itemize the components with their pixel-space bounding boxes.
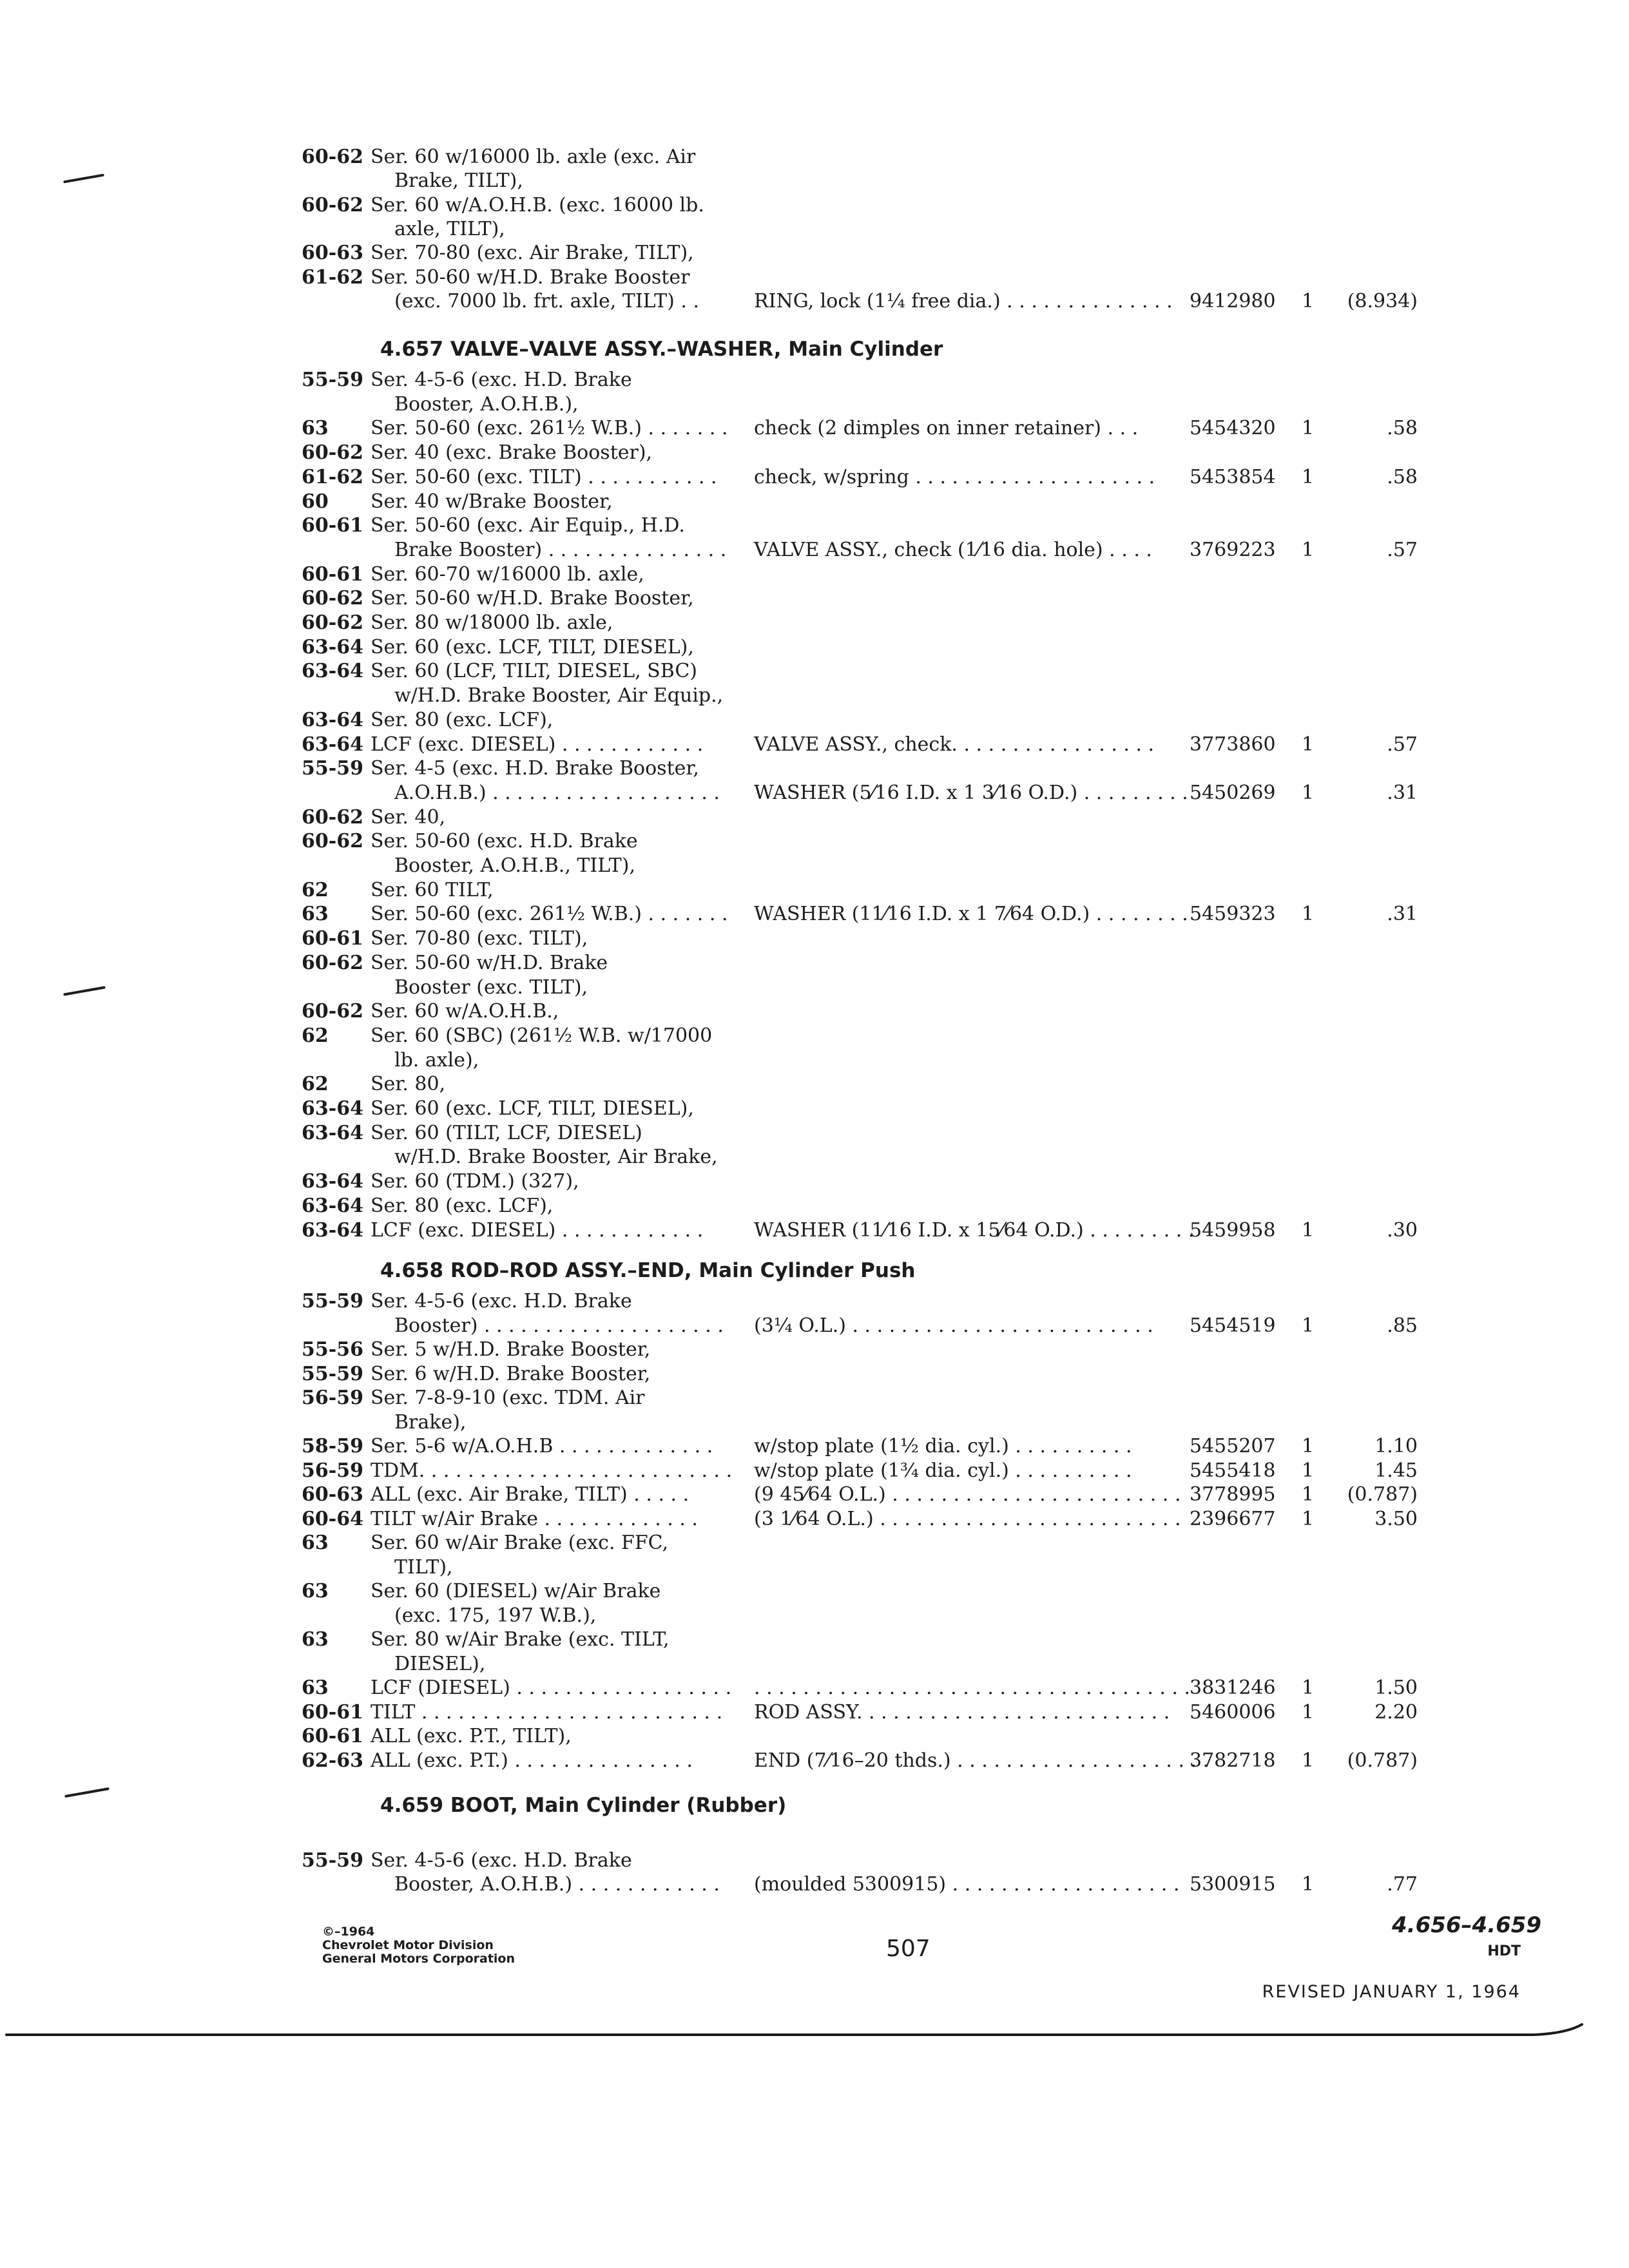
model-years: 61-62 xyxy=(302,466,363,488)
catalog-row xyxy=(0,733,1629,759)
application: Ser. 60 w/A.O.H.B., xyxy=(371,1000,559,1023)
application: Ser. 40 (exc. Brake Booster), xyxy=(371,441,653,464)
quantity: 1 xyxy=(1302,417,1315,439)
application: Ser. 60 (LCF, TILT, DIESEL, SBC) xyxy=(371,660,697,682)
section-heading: 4.657 VALVE–VALVE ASSY.–WASHER, Main Cylinder xyxy=(380,338,943,361)
model-years: 60-61 xyxy=(302,1725,363,1747)
catalog-row xyxy=(0,417,1629,443)
catalog-row xyxy=(0,1849,1629,1875)
model-years: 60-61 xyxy=(302,1701,363,1724)
model-years: 55-59 xyxy=(302,1849,363,1872)
application: Ser. 5-6 w/A.O.H.B . . . . . . . . . . . . . xyxy=(371,1435,713,1457)
application: Ser. 60 w/A.O.H.B. (exc. 16000 lb. xyxy=(371,194,704,216)
model-years: 60 xyxy=(302,490,329,513)
part-description: (moulded 5300915) . . . . . . . . . . . . . . . . . . . xyxy=(754,1873,1180,1896)
model-years: 60-63 xyxy=(302,242,363,264)
model-years: 62 xyxy=(302,1073,329,1095)
copyright-year: ©–1964 xyxy=(322,1925,375,1939)
model-years: 56-59 xyxy=(302,1459,363,1482)
part-description: WASHER (11⁄16 I.D. x 15⁄64 O.D.) . . . . . . . . . xyxy=(754,1219,1195,1242)
application-continued: Brake), xyxy=(394,1411,467,1434)
part-number: 5453854 xyxy=(1190,466,1276,488)
catalog-row xyxy=(0,466,1629,492)
catalog-row xyxy=(0,1314,1629,1340)
model-years: 60-62 xyxy=(302,587,363,610)
application-continued: Booster (exc. TILT), xyxy=(394,976,588,999)
model-years: 60-62 xyxy=(302,611,363,634)
application: ALL (exc. P.T., TILT), xyxy=(371,1725,572,1747)
application: TILT w/Air Brake . . . . . . . . . . . . . xyxy=(371,1508,698,1530)
model-years: 62-63 xyxy=(302,1749,363,1772)
catalog-row xyxy=(0,1122,1629,1148)
catalog-row xyxy=(0,1628,1629,1654)
catalog-row xyxy=(0,757,1629,783)
price: 1.45 xyxy=(1374,1459,1418,1482)
part-description: WASHER (5⁄16 I.D. x 1 3⁄16 O.D.) . . . . . . . . . xyxy=(754,782,1188,804)
model-years: 63 xyxy=(302,1580,329,1602)
model-years: 60-62 xyxy=(302,806,363,829)
model-years: 60-64 xyxy=(302,1508,363,1530)
part-number: 5450269 xyxy=(1190,782,1276,804)
application-continued: axle, TILT), xyxy=(394,218,505,240)
price: 1.50 xyxy=(1374,1677,1418,1699)
catalog-row xyxy=(0,1024,1629,1050)
part-number: 3769223 xyxy=(1190,539,1276,561)
part-description: WASHER (11⁄16 I.D. x 1 7⁄64 O.D.) . . . . . . . . xyxy=(754,903,1188,925)
application: Ser. 50-60 w/H.D. Brake xyxy=(371,952,608,974)
model-years: 63 xyxy=(302,903,329,925)
application: LCF (DIESEL) . . . . . . . . . . . . . . . . . . xyxy=(371,1677,732,1699)
model-years: 63 xyxy=(302,1677,329,1699)
model-years: 60-62 xyxy=(302,830,363,852)
application: Ser. 4-5-6 (exc. H.D. Brake xyxy=(371,1849,632,1872)
model-years: 60-61 xyxy=(302,927,363,950)
catalog-row xyxy=(0,709,1629,735)
model-years: 63 xyxy=(302,1628,329,1651)
catalog-row xyxy=(0,782,1629,807)
part-description: END (7⁄16–20 thds.) . . . . . . . . . . . . . . . . . . . . . xyxy=(754,1749,1210,1772)
catalog-row xyxy=(0,1556,1629,1582)
model-years: 60-61 xyxy=(302,514,363,537)
application-continued: Booster) . . . . . . . . . . . . . . . . . . . . xyxy=(394,1314,724,1337)
part-description: RING, lock (1¼ free dia.) . . . . . . . . . . . . . . xyxy=(754,290,1173,312)
price: .77 xyxy=(1387,1873,1418,1896)
application: Ser. 60 TILT, xyxy=(371,879,494,901)
catalog-row xyxy=(0,1000,1629,1026)
catalog-row xyxy=(0,927,1629,953)
application: Ser. 4-5-6 (exc. H.D. Brake xyxy=(371,1290,632,1312)
quantity: 1 xyxy=(1302,1459,1315,1482)
application: Ser. 60 (SBC) (261½ W.B. w/17000 xyxy=(371,1024,713,1047)
catalog-row xyxy=(0,1338,1629,1364)
catalog-row xyxy=(0,242,1629,267)
model-years: 60-62 xyxy=(302,194,363,216)
catalog-row xyxy=(0,587,1629,613)
model-years: 60-62 xyxy=(302,146,363,168)
catalog-row xyxy=(0,1749,1629,1775)
price: .57 xyxy=(1387,733,1418,756)
part-description: check (2 dimples on inner retainer) . . . xyxy=(754,417,1139,439)
application: TILT . . . . . . . . . . . . . . . . . . . . . . . . . xyxy=(371,1701,723,1724)
application: Ser. 7-8-9-10 (exc. TDM. Air xyxy=(371,1387,645,1409)
application-continued: Booster, A.O.H.B.), xyxy=(394,393,579,416)
model-years: 63-64 xyxy=(302,1195,363,1217)
catalog-row xyxy=(0,830,1629,856)
catalog-row xyxy=(0,1411,1629,1437)
part-description: w/stop plate (1¾ dia. cyl.) . . . . . . . . . . xyxy=(754,1459,1132,1482)
model-years: 63-64 xyxy=(302,1122,363,1144)
catalog-row xyxy=(0,490,1629,516)
model-years: 56-59 xyxy=(302,1387,363,1409)
catalog-row xyxy=(0,1508,1629,1533)
application: Ser. 80 (exc. LCF), xyxy=(371,709,554,731)
catalog-row xyxy=(0,146,1629,171)
quantity: 1 xyxy=(1302,1314,1315,1337)
catalog-row xyxy=(0,1604,1629,1630)
model-years: 55-59 xyxy=(302,369,363,391)
model-years: 63-64 xyxy=(302,660,363,682)
model-years: 63-64 xyxy=(302,1170,363,1193)
catalog-row xyxy=(0,393,1629,419)
model-years: 63 xyxy=(302,1532,329,1554)
part-description: (9 45⁄64 O.L.) . . . . . . . . . . . . . . . . . . . . . . . . xyxy=(754,1483,1181,1506)
model-years: 58-59 xyxy=(302,1435,363,1457)
quantity: 1 xyxy=(1302,782,1315,804)
quantity: 1 xyxy=(1302,290,1315,312)
quantity: 1 xyxy=(1302,1483,1315,1506)
part-description: . . . . . . . . . . . . . . . . . . . . . . . . . . . . . . . . . . . . xyxy=(754,1677,1191,1699)
application-continued: TILT), xyxy=(394,1556,453,1579)
catalog-row xyxy=(0,1049,1629,1075)
application: Ser. 80 w/Air Brake (exc. TILT, xyxy=(371,1628,670,1651)
application: LCF (exc. DIESEL) . . . . . . . . . . . . xyxy=(371,1219,704,1242)
quantity: 1 xyxy=(1302,1677,1315,1699)
catalog-row xyxy=(0,636,1629,662)
application: Ser. 50-60 (exc. 261½ W.B.) . . . . . . . xyxy=(371,903,728,925)
part-number: 5454519 xyxy=(1190,1314,1276,1337)
quantity: 1 xyxy=(1302,1435,1315,1457)
model-years: 60-62 xyxy=(302,441,363,464)
quantity: 1 xyxy=(1302,1219,1315,1242)
catalog-row xyxy=(0,539,1629,564)
application-continued: Booster, A.O.H.B., TILT), xyxy=(394,854,636,877)
model-years: 63-64 xyxy=(302,1219,363,1242)
application: Ser. 80, xyxy=(371,1073,446,1095)
model-years: 62 xyxy=(302,879,329,901)
application: Ser. 60 (TILT, LCF, DIESEL) xyxy=(371,1122,642,1144)
application: Ser. 40 w/Brake Booster, xyxy=(371,490,613,513)
price: .85 xyxy=(1387,1314,1418,1337)
catalog-row xyxy=(0,194,1629,220)
catalog-row xyxy=(0,1580,1629,1606)
model-years: 60-61 xyxy=(302,563,363,586)
application: Ser. 80 w/18000 lb. axle, xyxy=(371,611,613,634)
part-number: 5455207 xyxy=(1190,1435,1276,1457)
part-description: w/stop plate (1½ dia. cyl.) . . . . . . . . . . xyxy=(754,1435,1132,1457)
application: Ser. 60 (TDM.) (327), xyxy=(371,1170,579,1193)
application: Ser. 4-5-6 (exc. H.D. Brake xyxy=(371,369,632,391)
application: ALL (exc. Air Brake, TILT) . . . . . xyxy=(371,1483,689,1506)
catalog-row xyxy=(0,1677,1629,1702)
division-name: Chevrolet Motor Division xyxy=(322,1938,494,1952)
price: 2.20 xyxy=(1374,1701,1418,1724)
catalog-row xyxy=(0,952,1629,977)
catalog-row xyxy=(0,1701,1629,1727)
section-range: 4.656–4.659 xyxy=(1392,1912,1542,1938)
model-years: 60-62 xyxy=(302,1000,363,1023)
part-description: (3 1⁄64 O.L.) . . . . . . . . . . . . . . . . . . . . . . . . . xyxy=(754,1508,1181,1530)
model-years: 55-59 xyxy=(302,757,363,780)
price: (0.787) xyxy=(1347,1483,1418,1506)
application-continued: Brake, TILT), xyxy=(394,169,523,192)
model-years: 62 xyxy=(302,1024,329,1047)
catalog-row xyxy=(0,169,1629,195)
application-continued: (exc. 7000 lb. frt. axle, TILT) . . xyxy=(394,290,699,312)
part-description: check, w/spring . . . . . . . . . . . . . . . . . . . . xyxy=(754,466,1155,488)
part-description: ROD ASSY. . . . . . . . . . . . . . . . . . . . . . . . . . xyxy=(754,1701,1170,1724)
section-heading: 4.659 BOOT, Main Cylinder (Rubber) xyxy=(380,1794,787,1817)
catalog-row xyxy=(0,1195,1629,1220)
application: TDM. . . . . . . . . . . . . . . . . . . . . . . . . . xyxy=(371,1459,733,1482)
catalog-row xyxy=(0,1532,1629,1557)
catalog-row xyxy=(0,806,1629,832)
price: 3.50 xyxy=(1374,1508,1418,1530)
application: Ser. 70-80 (exc. Air Brake, TILT), xyxy=(371,242,694,264)
model-years: 60-63 xyxy=(302,1483,363,1506)
price: .30 xyxy=(1387,1219,1418,1242)
application: Ser. 60 (DIESEL) w/Air Brake xyxy=(371,1580,661,1602)
price: (8.934) xyxy=(1347,290,1418,312)
part-description: (3¼ O.L.) . . . . . . . . . . . . . . . . . . . . . . . . . xyxy=(754,1314,1153,1337)
application: Ser. 4-5 (exc. H.D. Brake Booster, xyxy=(371,757,699,780)
application: Ser. 80 (exc. LCF), xyxy=(371,1195,554,1217)
quantity: 1 xyxy=(1302,466,1315,488)
revised-date: REVISED JANUARY 1, 1964 xyxy=(1262,1982,1521,2002)
catalog-row xyxy=(0,1219,1629,1245)
application: ALL (exc. P.T.) . . . . . . . . . . . . . . . xyxy=(371,1749,693,1772)
catalog-row xyxy=(0,1363,1629,1389)
catalog-row xyxy=(0,1290,1629,1316)
copyright-block xyxy=(322,1925,515,1966)
catalog-row xyxy=(0,1097,1629,1123)
catalog-row xyxy=(0,563,1629,589)
quantity: 1 xyxy=(1302,733,1315,756)
scan-mark xyxy=(64,1787,110,1798)
part-number: 3831246 xyxy=(1190,1677,1276,1699)
catalog-row xyxy=(0,1146,1629,1171)
application: Ser. 6 w/H.D. Brake Booster, xyxy=(371,1363,651,1385)
price: .31 xyxy=(1387,782,1418,804)
application: Ser. 50-60 (exc. H.D. Brake xyxy=(371,830,638,852)
section-code: HDT xyxy=(1487,1943,1521,1959)
model-years: 63 xyxy=(302,417,329,439)
application: Ser. 50-60 (exc. 261½ W.B.) . . . . . . . xyxy=(371,417,728,439)
model-years: 55-59 xyxy=(302,1363,363,1385)
model-years: 61-62 xyxy=(302,266,363,289)
part-number: 2396677 xyxy=(1190,1508,1276,1530)
part-number: 5459958 xyxy=(1190,1219,1276,1242)
application: Ser. 70-80 (exc. TILT), xyxy=(371,927,588,950)
quantity: 1 xyxy=(1302,539,1315,561)
price: .58 xyxy=(1387,466,1418,488)
catalog-row xyxy=(0,514,1629,540)
part-number: 3782718 xyxy=(1190,1749,1276,1772)
part-number: 5455418 xyxy=(1190,1459,1276,1482)
part-number: 5300915 xyxy=(1190,1873,1276,1896)
application-continued: A.O.H.B.) . . . . . . . . . . . . . . . . . . . xyxy=(394,782,720,804)
part-description: VALVE ASSY., check (1⁄16 dia. hole) . . . . xyxy=(754,539,1152,561)
part-description: VALVE ASSY., check. . . . . . . . . . . . . . . . . xyxy=(754,733,1155,756)
catalog-row xyxy=(0,1435,1629,1461)
catalog-row xyxy=(0,854,1629,880)
part-number: 5459323 xyxy=(1190,903,1276,925)
model-years: 55-56 xyxy=(302,1338,363,1361)
application: Ser. 60 (exc. LCF, TILT, DIESEL), xyxy=(371,636,694,658)
catalog-row xyxy=(0,684,1629,710)
application: Ser. 50-60 (exc. TILT) . . . . . . . . . . . xyxy=(371,466,717,488)
application-continued: w/H.D. Brake Booster, Air Brake, xyxy=(394,1146,718,1168)
quantity: 1 xyxy=(1302,1508,1315,1530)
application-continued: Brake Booster) . . . . . . . . . . . . . . . xyxy=(394,539,727,561)
application: Ser. 50-60 w/H.D. Brake Booster, xyxy=(371,587,694,610)
price: .57 xyxy=(1387,539,1418,561)
quantity: 1 xyxy=(1302,1749,1315,1772)
section-heading: 4.658 ROD–ROD ASSY.–END, Main Cylinder Push xyxy=(380,1259,916,1282)
page-number: 507 xyxy=(886,1936,930,1962)
quantity: 1 xyxy=(1302,1701,1315,1724)
application-continued: DIESEL), xyxy=(394,1653,486,1675)
catalog-row xyxy=(0,441,1629,467)
catalog-row xyxy=(0,266,1629,292)
catalog-row xyxy=(0,369,1629,394)
application: Ser. 50-60 w/H.D. Brake Booster xyxy=(371,266,690,289)
catalog-row xyxy=(0,1073,1629,1099)
catalog-row xyxy=(0,290,1629,316)
catalog-row xyxy=(0,1483,1629,1509)
model-years: 63-64 xyxy=(302,733,363,756)
catalog-row xyxy=(0,976,1629,1002)
price: (0.787) xyxy=(1347,1749,1418,1772)
price: 1.10 xyxy=(1374,1435,1418,1457)
price: .58 xyxy=(1387,417,1418,439)
model-years: 55-59 xyxy=(302,1290,363,1312)
bottom-rule xyxy=(0,2017,1629,2068)
part-number: 9412980 xyxy=(1190,290,1276,312)
application: Ser. 60 w/Air Brake (exc. FFC, xyxy=(371,1532,669,1554)
application-continued: (exc. 175, 197 W.B.), xyxy=(394,1604,597,1627)
application: Ser. 40, xyxy=(371,806,446,829)
application: Ser. 50-60 (exc. Air Equip., H.D. xyxy=(371,514,685,537)
corporation-name: General Motors Corporation xyxy=(322,1952,515,1966)
application-continued: Booster, A.O.H.B.) . . . . . . . . . . . . xyxy=(394,1873,720,1896)
model-years: 63-64 xyxy=(302,636,363,658)
application: LCF (exc. DIESEL) . . . . . . . . . . . . xyxy=(371,733,704,756)
application: Ser. 60-70 w/16000 lb. axle, xyxy=(371,563,644,586)
part-number: 5454320 xyxy=(1190,417,1276,439)
catalog-row xyxy=(0,1170,1629,1196)
catalog-row xyxy=(0,1459,1629,1485)
catalog-row xyxy=(0,1725,1629,1751)
application: Ser. 60 w/16000 lb. axle (exc. Air xyxy=(371,146,696,168)
application-continued: w/H.D. Brake Booster, Air Equip., xyxy=(394,684,724,707)
part-number: 3773860 xyxy=(1190,733,1276,756)
catalog-row xyxy=(0,218,1629,244)
catalog-row xyxy=(0,1387,1629,1412)
model-years: 63-64 xyxy=(302,709,363,731)
catalog-row xyxy=(0,879,1629,905)
part-number: 5460006 xyxy=(1190,1701,1276,1724)
application-continued: lb. axle), xyxy=(394,1049,479,1072)
model-years: 60-62 xyxy=(302,952,363,974)
quantity: 1 xyxy=(1302,903,1315,925)
application: Ser. 5 w/H.D. Brake Booster, xyxy=(371,1338,651,1361)
catalog-row xyxy=(0,1873,1629,1899)
catalog-row xyxy=(0,1653,1629,1678)
catalog-row xyxy=(0,903,1629,928)
catalog-row xyxy=(0,611,1629,637)
application: Ser. 60 (exc. LCF, TILT, DIESEL), xyxy=(371,1097,694,1120)
price: .31 xyxy=(1387,903,1418,925)
model-years: 63-64 xyxy=(302,1097,363,1120)
part-number: 3778995 xyxy=(1190,1483,1276,1506)
quantity: 1 xyxy=(1302,1873,1315,1896)
catalog-row xyxy=(0,660,1629,686)
